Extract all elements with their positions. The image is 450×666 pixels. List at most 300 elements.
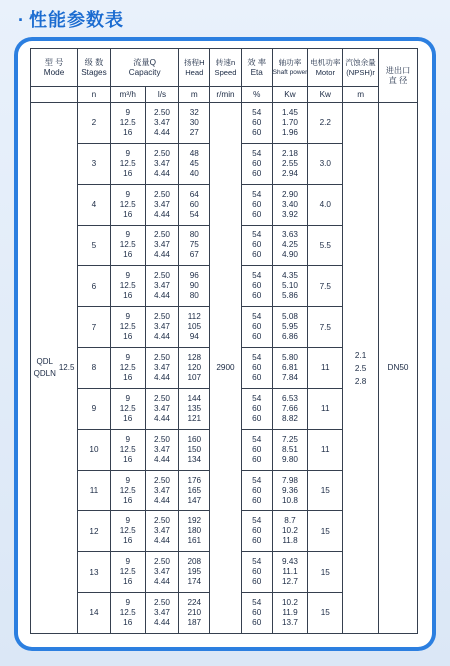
capacity-m3h-cell	[110, 266, 145, 307]
shaft-power-cell-value: 6.81	[282, 362, 298, 372]
eta-cell-value: 54	[252, 271, 262, 281]
eta-cell-value: 60	[252, 567, 262, 577]
header-speed: 转速n Speed	[210, 49, 242, 87]
capacity-ls-cell-value: 4.44	[154, 618, 170, 628]
capacity-m3h-cell-value: 9	[125, 475, 130, 485]
capacity-ls-cell-value: 3.47	[154, 444, 170, 454]
header-row-units	[31, 87, 418, 103]
head-cell	[179, 103, 210, 144]
capacity-ls-cell-value: 2.50	[154, 434, 170, 444]
shaft-power-cell-value: 10.2	[282, 526, 298, 536]
eta-cell-value: 60	[252, 454, 262, 464]
motor-cell: 11	[308, 429, 343, 470]
capacity-ls-cell	[145, 184, 179, 225]
shaft-power-cell-value: 5.80	[282, 352, 298, 362]
capacity-ls-cell-value: 2.50	[154, 393, 170, 403]
head-cell-value: 128	[187, 352, 202, 362]
head-cell-value: 67	[189, 250, 199, 260]
capacity-m3h-cell-value: 9	[125, 557, 130, 567]
capacity-m3h-cell-value: 16	[123, 536, 133, 546]
capacity-ls-cell-value: 3.47	[154, 567, 170, 577]
stages-cell: 7	[78, 307, 111, 348]
shaft-power-cell-value: 11.8	[282, 536, 298, 546]
shaft-power-cell	[272, 143, 308, 184]
head-cell-value: 90	[189, 281, 199, 291]
capacity-ls-cell-value: 2.50	[154, 271, 170, 281]
shaft-power-cell	[272, 184, 308, 225]
capacity-m3h-cell-value: 12.5	[119, 362, 136, 372]
capacity-m3h-cell-value: 12.5	[119, 240, 136, 250]
stages-cell: 6	[78, 266, 111, 307]
capacity-ls-cell-value: 2.50	[154, 230, 170, 240]
shaft-power-cell-value: 9.36	[282, 485, 298, 495]
eta-cell	[241, 593, 272, 634]
motor-cell: 15	[308, 470, 343, 511]
capacity-ls-cell-value: 2.50	[154, 598, 170, 608]
head-cell-value: 80	[189, 291, 199, 301]
head-cell-value: 75	[189, 240, 199, 250]
header-port: 进出口 直 径	[379, 49, 418, 103]
stages-cell: 5	[78, 225, 111, 266]
eta-cell-value: 60	[252, 618, 262, 628]
bullet-dot-icon: ·	[18, 10, 25, 30]
head-cell-value: 54	[189, 209, 199, 219]
capacity-m3h-cell-value: 9	[125, 230, 130, 240]
eta-cell-value: 60	[252, 250, 262, 260]
capacity-ls-cell	[145, 348, 179, 389]
eta-cell-value: 60	[252, 495, 262, 505]
head-cell	[179, 225, 210, 266]
shaft-power-cell-value: 13.7	[282, 618, 298, 628]
head-cell-value: 135	[187, 403, 202, 413]
shaft-power-cell-value: 5.08	[282, 312, 298, 322]
head-cell-value: 30	[189, 117, 199, 127]
head-cell-value: 176	[187, 475, 202, 485]
shaft-power-cell-value: 4.90	[282, 250, 298, 260]
capacity-ls-cell-value: 3.47	[154, 362, 170, 372]
shaft-power-cell	[272, 552, 308, 593]
capacity-m3h-cell-value: 9	[125, 312, 130, 322]
capacity-m3h-cell-value: 16	[123, 127, 133, 137]
eta-cell-value: 54	[252, 475, 262, 485]
shaft-power-cell-value: 8.7	[284, 516, 296, 526]
eta-cell-value: 54	[252, 516, 262, 526]
eta-cell-value: 54	[252, 312, 262, 322]
shaft-power-cell-value: 10.2	[282, 598, 298, 608]
eta-cell-value: 60	[252, 127, 262, 137]
capacity-ls-cell-value: 2.50	[154, 475, 170, 485]
eta-cell	[241, 552, 272, 593]
capacity-m3h-cell-value: 9	[125, 107, 130, 117]
capacity-m3h-cell-value: 16	[123, 209, 133, 219]
port-cell: DN50	[379, 103, 418, 634]
eta-cell	[241, 143, 272, 184]
motor-cell: 7.5	[308, 266, 343, 307]
head-cell	[179, 307, 210, 348]
npsh-value: 2.5	[354, 363, 367, 373]
head-cell-value: 48	[189, 148, 199, 158]
capacity-ls-cell-value: 2.50	[154, 312, 170, 322]
shaft-power-cell-value: 7.66	[282, 403, 298, 413]
capacity-m3h-cell-value: 16	[123, 618, 133, 628]
capacity-ls-cell-value: 4.44	[154, 413, 170, 423]
capacity-ls-cell-value: 3.47	[154, 485, 170, 495]
motor-cell: 3.0	[308, 143, 343, 184]
header-row-main	[31, 49, 418, 87]
capacity-ls-cell	[145, 307, 179, 348]
head-cell-value: 192	[187, 516, 202, 526]
capacity-ls-cell	[145, 552, 179, 593]
head-cell-value: 45	[189, 158, 199, 168]
capacity-ls-cell-value: 4.44	[154, 250, 170, 260]
eta-cell-value: 54	[252, 148, 262, 158]
shaft-power-cell-value: 3.40	[282, 199, 298, 209]
capacity-m3h-cell-value: 16	[123, 372, 133, 382]
capacity-m3h-cell-value: 12.5	[119, 158, 136, 168]
shaft-power-cell-value: 2.90	[282, 189, 298, 199]
stages-cell: 3	[78, 143, 111, 184]
capacity-ls-cell-value: 4.44	[154, 332, 170, 342]
capacity-ls-cell-value: 4.44	[154, 127, 170, 137]
shaft-power-cell-value: 2.55	[282, 158, 298, 168]
header-npsh: 汽蚀余量 (NPSH)r	[343, 49, 379, 87]
model-name-qdl: QDL	[36, 357, 53, 366]
head-cell-value: 224	[187, 598, 202, 608]
unit-head: m	[179, 87, 210, 103]
eta-cell-value: 60	[252, 577, 262, 587]
capacity-ls-cell-value: 2.50	[154, 516, 170, 526]
shaft-power-cell	[272, 103, 308, 144]
capacity-ls-cell-value: 4.44	[154, 372, 170, 382]
eta-cell-value: 60	[252, 485, 262, 495]
eta-cell-value: 60	[252, 117, 262, 127]
eta-cell-value: 60	[252, 332, 262, 342]
eta-cell-value: 60	[252, 536, 262, 546]
eta-cell-value: 60	[252, 209, 262, 219]
capacity-m3h-cell-value: 16	[123, 250, 133, 260]
page-title	[18, 6, 124, 32]
capacity-ls-cell	[145, 225, 179, 266]
head-cell-value: 112	[187, 312, 201, 322]
capacity-m3h-cell-value: 16	[123, 413, 133, 423]
shaft-power-cell	[272, 225, 308, 266]
capacity-ls-cell-value: 2.50	[154, 189, 170, 199]
unit-shaft: Kw	[272, 87, 308, 103]
head-cell-value: 174	[187, 577, 202, 587]
head-cell	[179, 388, 210, 429]
capacity-ls-cell	[145, 429, 179, 470]
head-cell-value: 165	[187, 485, 202, 495]
capacity-ls-cell-value: 3.47	[154, 199, 170, 209]
capacity-m3h-cell-value: 9	[125, 393, 130, 403]
header-motor: 电机功率 Motor	[308, 49, 343, 87]
eta-cell-value: 60	[252, 158, 262, 168]
capacity-ls-cell-value: 2.50	[154, 352, 170, 362]
shaft-power-cell-value: 11.1	[282, 567, 298, 577]
table-body	[31, 103, 418, 634]
capacity-ls-cell-value: 2.50	[154, 557, 170, 567]
shaft-power-cell-value: 12.7	[282, 577, 298, 587]
head-cell-value: 180	[187, 526, 202, 536]
shaft-power-cell-value: 2.94	[282, 168, 298, 178]
capacity-m3h-cell-value: 16	[123, 291, 133, 301]
capacity-ls-cell-value: 4.44	[154, 577, 170, 587]
capacity-ls-cell-value: 4.44	[154, 495, 170, 505]
shaft-power-cell-value: 11.9	[282, 608, 298, 618]
eta-cell	[241, 103, 272, 144]
eta-cell-value: 54	[252, 393, 262, 403]
shaft-power-cell-value: 5.10	[282, 281, 298, 291]
head-cell-value: 187	[187, 618, 202, 628]
performance-table	[30, 48, 418, 634]
capacity-ls-cell	[145, 103, 179, 144]
eta-cell-value: 60	[252, 403, 262, 413]
shaft-power-cell	[272, 266, 308, 307]
capacity-m3h-cell	[110, 470, 145, 511]
head-cell	[179, 429, 210, 470]
shaft-power-cell	[272, 470, 308, 511]
head-cell	[179, 552, 210, 593]
head-cell-value: 60	[189, 199, 199, 209]
page-title-text: 性能参数表	[29, 10, 124, 30]
eta-cell	[241, 470, 272, 511]
head-cell	[179, 348, 210, 389]
capacity-ls-cell	[145, 266, 179, 307]
eta-cell-value: 54	[252, 107, 262, 117]
eta-cell-value: 60	[252, 199, 262, 209]
unit-speed: r/min	[210, 87, 242, 103]
head-cell-value: 160	[187, 434, 202, 444]
capacity-m3h-cell	[110, 307, 145, 348]
motor-cell: 15	[308, 593, 343, 634]
capacity-m3h-cell-value: 9	[125, 148, 130, 158]
head-cell-value: 64	[189, 189, 199, 199]
capacity-m3h-cell	[110, 225, 145, 266]
eta-cell	[241, 266, 272, 307]
motor-cell: 2.2	[308, 103, 343, 144]
unit-model	[31, 87, 78, 103]
eta-cell-value: 54	[252, 352, 262, 362]
eta-cell-value: 60	[252, 322, 262, 332]
shaft-power-cell-value: 4.35	[282, 271, 298, 281]
capacity-ls-cell-value: 3.47	[154, 322, 170, 332]
head-cell	[179, 511, 210, 552]
capacity-ls-cell-value: 2.50	[154, 148, 170, 158]
head-cell-value: 210	[187, 608, 202, 618]
shaft-power-cell-value: 2.18	[282, 148, 298, 158]
eta-cell-value: 54	[252, 189, 262, 199]
header-capacity: 流量Q Capacity	[110, 49, 179, 87]
capacity-m3h-cell	[110, 511, 145, 552]
capacity-m3h-cell	[110, 103, 145, 144]
shaft-power-cell-value: 8.51	[282, 444, 298, 454]
capacity-m3h-cell-value: 12.5	[119, 117, 136, 127]
unit-capacity-m3h: m³/h	[110, 87, 145, 103]
shaft-power-cell	[272, 388, 308, 429]
capacity-ls-cell-value: 3.47	[154, 403, 170, 413]
shaft-power-cell-value: 3.63	[282, 230, 298, 240]
shaft-power-cell-value: 6.86	[282, 332, 298, 342]
stages-cell: 8	[78, 348, 111, 389]
unit-motor: Kw	[308, 87, 343, 103]
capacity-ls-cell-value: 4.44	[154, 291, 170, 301]
capacity-m3h-cell	[110, 348, 145, 389]
motor-cell: 11	[308, 348, 343, 389]
stages-cell: 2	[78, 103, 111, 144]
stages-cell: 14	[78, 593, 111, 634]
shaft-power-cell-value: 5.86	[282, 291, 298, 301]
head-cell-value: 121	[187, 413, 202, 423]
eta-cell	[241, 184, 272, 225]
unit-stages: n	[78, 87, 111, 103]
head-cell-value: 134	[187, 454, 202, 464]
shaft-power-cell-value: 8.82	[282, 413, 298, 423]
shaft-power-cell	[272, 429, 308, 470]
eta-cell-value: 60	[252, 413, 262, 423]
npsh-cell	[343, 103, 379, 634]
eta-cell-value: 60	[252, 608, 262, 618]
head-cell	[179, 593, 210, 634]
shaft-power-cell-value: 1.96	[282, 127, 298, 137]
stages-cell: 12	[78, 511, 111, 552]
npsh-value: 2.8	[354, 376, 367, 386]
speed-cell: 2900	[210, 103, 242, 634]
head-cell-value: 105	[187, 322, 202, 332]
capacity-m3h-cell	[110, 593, 145, 634]
header-shaft-power: 轴功率 Shaft power	[272, 49, 308, 87]
eta-cell	[241, 388, 272, 429]
head-cell-value: 144	[187, 393, 202, 403]
head-cell-value: 94	[189, 332, 199, 342]
capacity-m3h-cell-value: 9	[125, 189, 130, 199]
head-cell-value: 27	[189, 127, 199, 137]
capacity-ls-cell	[145, 470, 179, 511]
shaft-power-cell-value: 4.25	[282, 240, 298, 250]
capacity-ls-cell-value: 3.47	[154, 608, 170, 618]
header-stages: 级 数 Stages	[78, 49, 111, 87]
eta-cell-value: 54	[252, 557, 262, 567]
shaft-power-cell-value: 6.53	[282, 393, 298, 403]
capacity-m3h-cell-value: 9	[125, 516, 130, 526]
eta-cell-value: 60	[252, 168, 262, 178]
shaft-power-cell-value: 10.8	[282, 495, 298, 505]
capacity-ls-cell	[145, 511, 179, 552]
capacity-m3h-cell-value: 16	[123, 577, 133, 587]
capacity-ls-cell-value: 4.44	[154, 168, 170, 178]
motor-cell: 4.0	[308, 184, 343, 225]
capacity-ls-cell	[145, 593, 179, 634]
head-cell-value: 32	[189, 107, 199, 117]
shaft-power-cell-value: 7.84	[282, 372, 298, 382]
capacity-ls-cell-value: 3.47	[154, 281, 170, 291]
capacity-m3h-cell-value: 12.5	[119, 281, 136, 291]
capacity-m3h-cell-value: 12.5	[119, 199, 136, 209]
capacity-m3h-cell-value: 12.5	[119, 567, 136, 577]
capacity-m3h-cell-value: 12.5	[119, 444, 136, 454]
stages-cell: 11	[78, 470, 111, 511]
eta-cell	[241, 348, 272, 389]
head-cell-value: 80	[189, 230, 199, 240]
motor-cell: 15	[308, 511, 343, 552]
header-head: 扬程H Head	[179, 49, 210, 87]
shaft-power-cell-value: 3.92	[282, 209, 298, 219]
capacity-m3h-cell-value: 12.5	[119, 322, 136, 332]
capacity-m3h-cell	[110, 429, 145, 470]
unit-eta: %	[241, 87, 272, 103]
capacity-m3h-cell-value: 9	[125, 271, 130, 281]
stages-cell: 9	[78, 388, 111, 429]
head-cell-value: 208	[187, 557, 202, 567]
head-cell	[179, 143, 210, 184]
capacity-ls-cell	[145, 143, 179, 184]
capacity-m3h-cell	[110, 143, 145, 184]
head-cell-value: 161	[187, 536, 202, 546]
model-name-qdln: QDLN	[33, 369, 56, 378]
eta-cell	[241, 307, 272, 348]
head-cell-value: 120	[187, 362, 202, 372]
shaft-power-cell-value: 5.95	[282, 322, 298, 332]
capacity-m3h-cell-value: 12.5	[119, 526, 136, 536]
shaft-power-cell-value: 7.98	[282, 475, 298, 485]
shaft-power-cell	[272, 511, 308, 552]
capacity-m3h-cell-value: 9	[125, 598, 130, 608]
table-wrapper	[30, 48, 418, 634]
capacity-m3h-cell-value: 9	[125, 352, 130, 362]
unit-npsh: m	[343, 87, 379, 103]
eta-cell-value: 60	[252, 291, 262, 301]
capacity-m3h-cell-value: 12.5	[119, 608, 136, 618]
capacity-m3h-cell-value: 16	[123, 168, 133, 178]
eta-cell-value: 60	[252, 362, 262, 372]
capacity-ls-cell-value: 4.44	[154, 454, 170, 464]
capacity-ls-cell-value: 4.44	[154, 536, 170, 546]
shaft-power-cell	[272, 307, 308, 348]
capacity-ls-cell-value: 2.50	[154, 107, 170, 117]
capacity-ls-cell-value: 3.47	[154, 240, 170, 250]
shaft-power-cell-value: 7.25	[282, 434, 298, 444]
unit-capacity-ls: l/s	[145, 87, 179, 103]
capacity-m3h-cell-value: 16	[123, 332, 133, 342]
eta-cell-value: 54	[252, 230, 262, 240]
capacity-m3h-cell	[110, 184, 145, 225]
eta-cell	[241, 429, 272, 470]
eta-cell-value: 54	[252, 434, 262, 444]
shaft-power-cell	[272, 593, 308, 634]
head-cell-value: 96	[189, 271, 199, 281]
motor-cell: 11	[308, 388, 343, 429]
capacity-m3h-cell	[110, 388, 145, 429]
model-cell	[31, 103, 78, 634]
eta-cell-value: 60	[252, 240, 262, 250]
shaft-power-cell-value: 1.45	[282, 107, 298, 117]
motor-cell: 7.5	[308, 307, 343, 348]
shaft-power-cell-value: 1.70	[282, 117, 298, 127]
capacity-m3h-cell-value: 12.5	[119, 485, 136, 495]
motor-cell: 5.5	[308, 225, 343, 266]
eta-cell-value: 60	[252, 372, 262, 382]
shaft-power-cell-value: 9.43	[282, 557, 298, 567]
capacity-ls-cell-value: 4.44	[154, 209, 170, 219]
capacity-m3h-cell-value: 16	[123, 454, 133, 464]
head-cell	[179, 266, 210, 307]
shaft-power-cell-value: 9.80	[282, 454, 298, 464]
capacity-ls-cell-value: 3.47	[154, 158, 170, 168]
eta-cell-value: 54	[252, 598, 262, 608]
eta-cell-value: 60	[252, 444, 262, 454]
capacity-m3h-cell-value: 9	[125, 434, 130, 444]
npsh-value: 2.1	[354, 350, 367, 360]
header-eta: 效 率 Eta	[241, 49, 272, 87]
